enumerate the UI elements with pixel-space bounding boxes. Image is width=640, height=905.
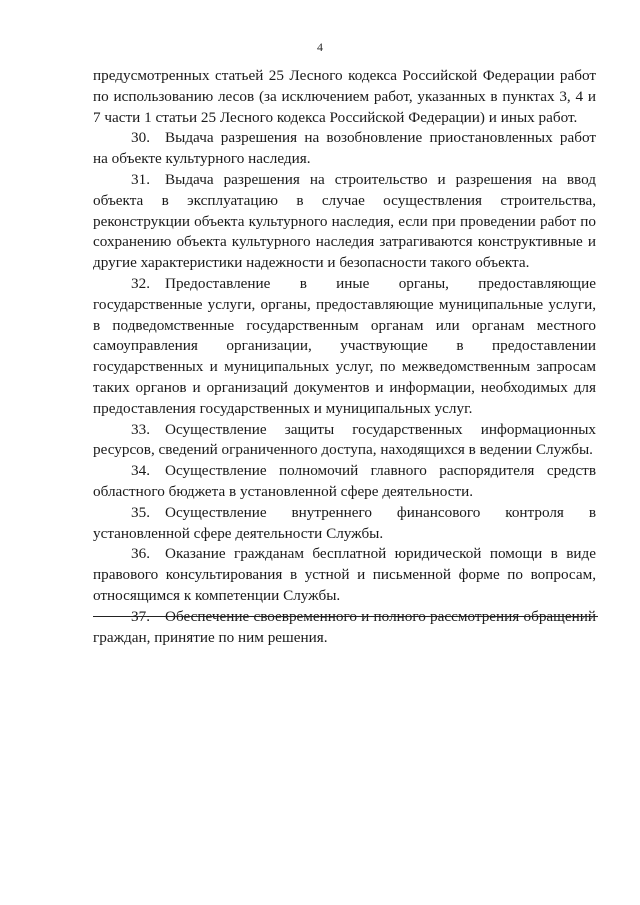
list-item [93, 128, 596, 170]
page-number: 4 [317, 40, 323, 54]
list-item [93, 503, 596, 545]
item-text: Выдача разрешения на строительство и разрешения на ввод объекта в эксплуатацию в случае осуществления строительства, реконструкции объекта культурного наследия, если при проведении работ по сохранению объекта культурного наследия затрагиваются конструктивные и другие характеристики надежности и безопасности такого объекта. [93, 170, 596, 272]
item-number: 33. [131, 420, 150, 438]
item-number: 32. [131, 274, 150, 292]
item-number: 31. [131, 170, 150, 188]
document-body [93, 66, 596, 648]
item-number: 30. [131, 129, 150, 147]
item-text: Обеспечение своевременного и полного рассмотрения обращений граждан, принятие по ним решения. [93, 607, 596, 646]
item-text: Оказание гражданам бесплатной юридической помощи в виде правового консультирования в устной и письменной форме по вопросам, относящимся к компетенции Службы. [93, 545, 596, 604]
list-item [93, 544, 596, 606]
item-number: 37. [131, 607, 150, 625]
item-text: Осуществление защиты государственных информационных ресурсов, сведений ограниченного доступа, находящихся в ведении Службы. [93, 420, 596, 459]
item-number: 34. [131, 462, 150, 480]
item-text: Осуществление полномочий главного распорядителя средств областного бюджета в установленной сфере деятельности. [93, 462, 596, 500]
list-item [93, 170, 596, 274]
list-item [93, 607, 596, 649]
item-text: Предоставление в иные органы, предоставляющие государственные услуги, органы, предоставляющие муниципальные услуги, в подведомственные государственным органам или органам местного самоуправления организации, участвующие в предоставлении государственных и муниципальных услуг, по межведомственным запросам таких органов и организаций документов и информации, необходимых для предоставления государственных и муниципальных услуг. [93, 274, 596, 417]
end-divider-line [93, 616, 598, 617]
list-item [93, 274, 596, 420]
list-item [93, 461, 596, 503]
item-text: Выдача разрешения на возобновление приостановленных работ на объекте культурного наследия. [93, 129, 596, 168]
item-number: 36. [131, 545, 150, 563]
list-item [93, 420, 596, 462]
intro-paragraph: предусмотренных статьей 25 Лесного кодекса Российской Федерации работ по использованию лесов (за исключением работ, указанных в пунктах 3, 4 и 7 части 1 статьи 25 Лесного кодекса Российской Федерации) и иных работ. [93, 67, 596, 126]
item-text: Осуществление внутреннего финансового контроля в установленной сфере деятельности Службы. [93, 503, 596, 542]
item-number: 35. [131, 503, 150, 521]
